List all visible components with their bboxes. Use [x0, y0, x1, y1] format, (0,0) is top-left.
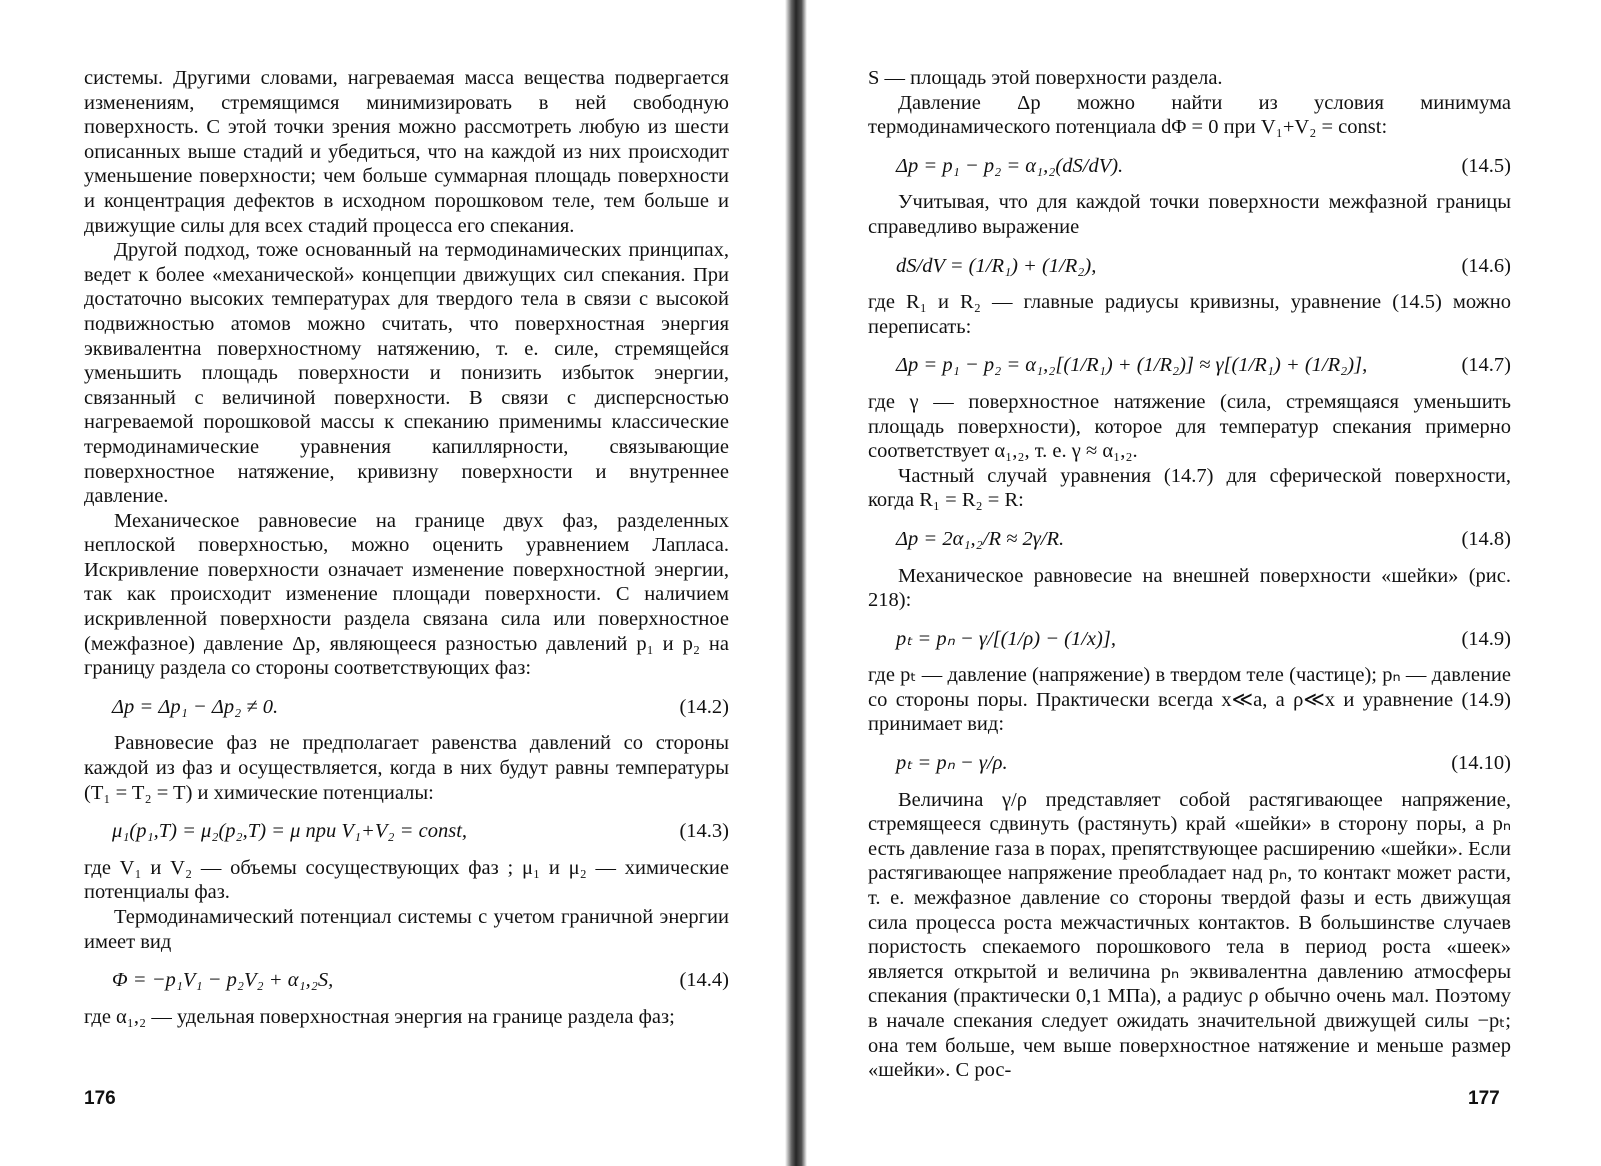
paragraph: Другой подход, тоже основанный на термодинамических принципах, ведет к более «механической» концепции движущих сил спекания. При достаточно высоких температурах для твердого тела в связи с высокой подвижностью атомов можно считать, что поверхностная энергия эквивалентна поверхностному натяжению, т. е. силе, стремящейся уменьшить площадь поверхности и понизить избыток энергии, связанный с величиной поверхности. В связи с дисперсностью нагреваемой порошковой массы к спеканию применимы классические термодинамические уравнения капиллярности, связывающие поверхностное натяжение, кривизну поверхности и внутреннее давление.	[84, 239, 729, 508]
equation-number: (14.3)	[679, 820, 729, 843]
equation-text: Δp = 2α₁,₂/R ≈ 2γ/R.	[896, 527, 1065, 550]
paragraph: Величина γ/ρ представляет собой растягивающее напряжение, стремящееся сдвинуть (растянуть) край «шейки» в сторону поры, а pₙ есть давление газа в порах, препятствующее расширению «шейки». Если растягивающее напряжение преобладает над pₙ, то контакт может расти, т. е. межфазное давление со стороны твердой фазы и есть движущая сила процесса роста межчастичных контактов. В большинстве случаев пористость спекаемого порошкового тела в период роста «шеек» является открытой и величина pₙ эквивалентна давлению атмосферы спекания (практически 0,1 МПа), а радиус ρ обычно очень мал. Поэтому в начале спекания следует ожидать значительной движущей силы −pₜ; она тем больше, чем выше поверхностное натяжение и меньше размер «шейки». С рос-	[868, 788, 1511, 1082]
equation-14-10	[868, 751, 1511, 776]
paragraph: где γ — поверхностное натяжение (сила, стремящаяся уменьшить площадь поверхности), которое для температур спекания примерно соответствует α₁,₂, т. е. γ ≈ α₁,₂.	[868, 390, 1511, 463]
equation-number: (14.6)	[1461, 254, 1511, 277]
equation-number: (14.7)	[1461, 354, 1511, 377]
paragraph: Частный случай уравнения (14.7) для сферической поверхности, когда R₁ = R₂ = R:	[868, 464, 1511, 512]
left-text-column	[84, 66, 729, 1029]
equation-text: pₜ = pₙ − γ/ρ.	[896, 752, 1008, 775]
page-number: 177	[1468, 1088, 1500, 1109]
equation-14-5	[868, 154, 1511, 179]
paragraph: Термодинамический потенциал системы с учетом граничной энергии имеет вид	[84, 906, 729, 953]
equation-14-4	[84, 968, 729, 993]
paragraph: где pₜ — давление (напряжение) в твердом теле (частице); pₙ — давление со стороны поры. Практически всегда x≪a, а ρ≪x и уравнение (14.9) принимает вид:	[868, 664, 1511, 736]
paragraph: Учитывая, что для каждой точки поверхности межфазной границы справедливо выражение	[868, 191, 1511, 238]
equation-number: (14.8)	[1461, 527, 1511, 550]
paragraph: где R₁ и R₂ — главные радиусы кривизны, уравнение (14.5) можно переписать:	[868, 291, 1511, 338]
equation-text: dS/dV = (1/R₁) + (1/R₂),	[896, 254, 1097, 277]
equation-14-3	[84, 819, 729, 844]
paragraph: S — площадь этой поверхности раздела.	[868, 67, 1223, 89]
equation-text: pₜ = pₙ − γ/[(1/ρ) − (1/x)],	[896, 627, 1116, 650]
equation-text: μ₁(p₁,T) = μ₂(p₂,T) = μ при V₁+V₂ = const,	[112, 820, 468, 843]
equation-number: (14.5)	[1461, 154, 1511, 177]
equation-14-7	[868, 353, 1511, 378]
equation-number: (14.4)	[679, 969, 729, 992]
equation-14-9	[868, 627, 1511, 652]
paragraph: Механическое равновесие на границе двух фаз, разделенных неплоской поверхностью, можно оценить уравнением Лапласа. Искривление поверхности означает изменение поверхностной энергии, так как происходит изменение площади поверхности. С наличием искривленной поверхности раздела связана сила или поверхностное (межфазное) давление Δp, являющееся разностью давлений p₁ и p₂ на границу раздела со стороны соответствующих фаз:	[84, 509, 729, 680]
paragraph: где V₁ и V₂ — объемы сосуществующих фаз ; μ₁ и μ₂ — химические потенциалы фаз.	[84, 856, 729, 904]
equation-text: Δp = p₁ − p₂ = α₁,₂[(1/R₁) + (1/R₂)] ≈ γ[(1/R₁) + (1/R₂)],	[896, 354, 1368, 377]
equation-number: (14.10)	[1451, 752, 1511, 775]
equation-14-2	[84, 695, 729, 720]
equation-text: Δp = p₁ − p₂ = α₁,₂(dS/dV).	[896, 154, 1124, 177]
book-spine-gutter	[785, 0, 807, 1166]
paragraph: системы. Другими словами, нагреваемая масса вещества подвергается изменениям, стремящимся минимизировать в ней свободную поверхность. С этой точки зрения можно рассмотреть любую из шести описанных выше стадий и убедиться, что на каждой из них происходит уменьшение поверхности; чем больше суммарная площадь поверхности и концентрация дефектов в исходном порошковом теле, тем больше и движущие силы для всех стадий процесса его спекания.	[84, 67, 729, 237]
equation-text: Δp = Δp₁ − Δp₂ ≠ 0.	[112, 695, 279, 718]
right-text-column	[868, 66, 1511, 1083]
equation-number: (14.9)	[1461, 627, 1511, 650]
equation-text: Φ = −p₁V₁ − p₂V₂ + α₁,₂S,	[112, 969, 334, 992]
equation-14-8	[868, 527, 1511, 552]
equation-14-6	[868, 254, 1511, 279]
paragraph: Давление Δp можно найти из условия минимума термодинамического потенциала dΦ = 0 при V₁+V₂ = const:	[868, 91, 1511, 139]
paragraph: где α₁,₂ — удельная поверхностная энергия на границе раздела фаз;	[84, 1005, 675, 1028]
left-page	[0, 0, 780, 1166]
equation-number: (14.2)	[679, 695, 729, 718]
paragraph: Механическое равновесие на внешней поверхности «шейки» (рис. 218):	[868, 564, 1511, 612]
right-page	[820, 0, 1601, 1166]
page-number: 176	[84, 1088, 116, 1109]
paragraph: Равновесие фаз не предполагает равенства давлений со стороны каждой из фаз и осуществляется, когда в них будут равны температуры (T₁ = T₂ = T) и химические потенциалы:	[84, 732, 729, 804]
